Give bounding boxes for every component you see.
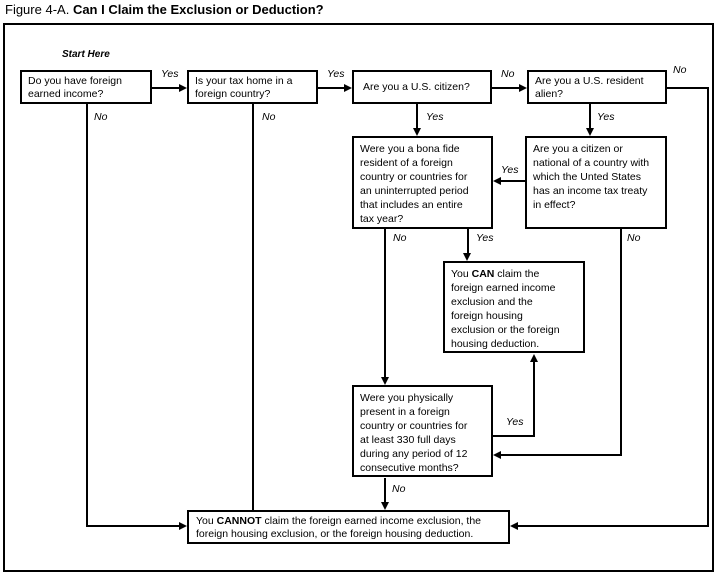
can-line1-pre: You bbox=[451, 268, 472, 280]
connector-alien-no-rail bbox=[707, 87, 709, 527]
node-resident-alien-question bbox=[527, 70, 667, 104]
label-physical-yes: Yes bbox=[506, 416, 524, 428]
node-tax-home-question bbox=[187, 70, 318, 104]
arrowhead-citizen-yes bbox=[413, 128, 421, 136]
connector-treaty-no-vline bbox=[620, 229, 622, 455]
start-here-label: Start Here bbox=[62, 49, 110, 60]
node-physical-presence-question bbox=[352, 385, 493, 477]
arrowhead-income-yes bbox=[179, 84, 187, 92]
connector-taxhome-yes-line bbox=[318, 87, 344, 89]
label-bonafide-no: No bbox=[393, 232, 407, 244]
label-taxhome-yes: Yes bbox=[327, 68, 345, 80]
node-bona-fide-question bbox=[352, 136, 493, 229]
diagram-border bbox=[3, 23, 714, 572]
node-can-claim-result bbox=[443, 261, 585, 353]
connector-income-no-hline bbox=[86, 525, 179, 527]
can-line1-bold: CAN bbox=[471, 268, 495, 280]
node-can-claim-line1 bbox=[451, 268, 539, 280]
figure-title-text: Can I Claim the Exclusion or Deduction? bbox=[72, 2, 324, 17]
connector-taxhome-no-line bbox=[252, 104, 254, 510]
figure-title bbox=[5, 2, 324, 17]
figure-label: Figure 4-A. bbox=[5, 2, 70, 17]
node-cannot-claim-line2: foreign housing exclusion, or the foreign housing deduction. bbox=[196, 528, 474, 540]
connector-income-no-vline bbox=[86, 104, 88, 527]
arrowhead-alien-yes bbox=[586, 128, 594, 136]
connector-alien-yes-line bbox=[589, 104, 591, 129]
connector-alien-no-top-line bbox=[667, 87, 709, 89]
connector-physical-yes-vline bbox=[533, 362, 535, 436]
arrowhead-income-no bbox=[179, 522, 187, 530]
arrowhead-alien-no bbox=[510, 522, 518, 530]
cannot-line1-post: claim the foreign earned income exclusion, the bbox=[261, 515, 482, 527]
arrowhead-bonafide-no bbox=[381, 377, 389, 385]
node-foreign-income-question bbox=[20, 70, 152, 104]
arrowhead-bonafide-yes bbox=[463, 253, 471, 261]
node-can-claim-rest: foreign earned income exclusion and the foreign housing exclusion or the foreign housing deduction. bbox=[451, 282, 560, 350]
label-taxhome-no: No bbox=[262, 111, 276, 123]
node-us-citizen-text: Are you a U.S. citizen? bbox=[363, 81, 470, 93]
label-citizen-no: No bbox=[501, 68, 515, 80]
connector-physical-no-line bbox=[384, 478, 386, 503]
node-resident-alien-text: Are you a U.S. resident alien? bbox=[535, 75, 644, 100]
label-treaty-yes: Yes bbox=[501, 164, 519, 176]
connector-treaty-no-hline bbox=[501, 454, 622, 456]
cannot-line1-pre: You bbox=[196, 515, 217, 527]
label-physical-no: No bbox=[392, 483, 406, 495]
connector-physical-yes-hline bbox=[493, 435, 535, 437]
connector-citizen-yes-line bbox=[416, 104, 418, 129]
label-income-yes: Yes bbox=[161, 68, 179, 80]
connector-bonafide-no-line bbox=[384, 229, 386, 378]
connector-bonafide-yes-line bbox=[467, 229, 469, 254]
node-cannot-claim-result bbox=[187, 510, 510, 544]
connector-treaty-yes-line bbox=[501, 180, 525, 182]
label-income-no: No bbox=[94, 111, 108, 123]
label-treaty-no: No bbox=[627, 232, 641, 244]
connector-citizen-no-line bbox=[492, 87, 519, 89]
node-foreign-income-text: Do you have foreign earned income? bbox=[28, 75, 122, 100]
node-physical-presence-text: Were you physically present in a foreign country or countries for at least 330 full days during any period of 12 consecutive months? bbox=[360, 392, 468, 474]
node-cannot-claim-line1 bbox=[196, 515, 481, 527]
arrowhead-physical-no bbox=[381, 502, 389, 510]
arrowhead-taxhome-yes bbox=[344, 84, 352, 92]
label-citizen-yes: Yes bbox=[426, 111, 444, 123]
node-treaty-text: Are you a citizen or national of a country with which the Unted States has an income tax treaty in effect? bbox=[533, 143, 650, 211]
connector-income-yes-line bbox=[152, 87, 179, 89]
can-line1-post: claim the bbox=[494, 268, 540, 280]
cannot-line1-bold: CANNOT bbox=[216, 515, 262, 527]
connector-alien-no-bottom-line bbox=[518, 525, 708, 527]
arrowhead-citizen-no bbox=[519, 84, 527, 92]
label-alien-no: No bbox=[673, 64, 687, 76]
arrowhead-treaty-no bbox=[493, 451, 501, 459]
arrowhead-physical-yes bbox=[530, 354, 538, 362]
arrowhead-treaty-yes bbox=[493, 177, 501, 185]
node-us-citizen-question bbox=[352, 70, 492, 104]
label-alien-yes: Yes bbox=[597, 111, 615, 123]
node-tax-home-text: Is your tax home in a foreign country? bbox=[195, 75, 293, 100]
node-bona-fide-text: Were you a bona fide resident of a foreign country or countries for an uninterrupted period that includes an entire tax year? bbox=[360, 143, 469, 225]
label-bonafide-yes: Yes bbox=[476, 232, 494, 244]
node-treaty-question bbox=[525, 136, 667, 229]
